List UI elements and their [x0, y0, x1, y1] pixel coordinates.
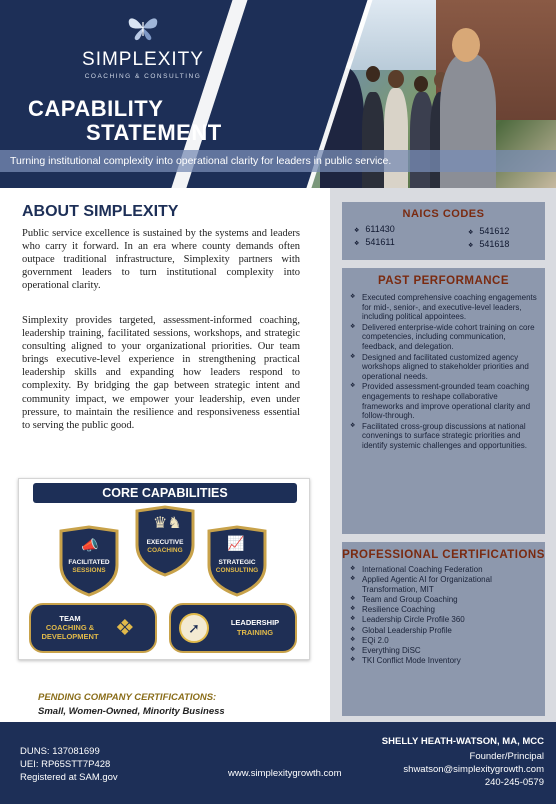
list-item: ❖ Executed comprehensive coaching engagements for mid-, senior-, and executive-level leaders, including political appointees. [350, 293, 537, 322]
brand-subtitle: COACHING & CONSULTING [84, 73, 202, 80]
capability-executive-coaching [133, 505, 197, 577]
about-paragraph-1: Public service excellence is sustained by the systems and leaders who carry it forward. In an era where county demands often outpace traditional infrastructure, Simplexity partners with government leaders to turn institutional complexity into operational clarity. [22, 228, 300, 292]
capability-label: CONSULTING [215, 567, 259, 574]
list-item: ❖ Resilience Coaching [350, 605, 537, 615]
naics-code: ❖ 541611 [354, 237, 395, 247]
puzzle-icon: ❖ [115, 615, 135, 640]
capability-label: STRATEGIC [218, 559, 256, 566]
capability-facilitated-sessions [57, 525, 121, 597]
certifications-panel [342, 542, 545, 716]
footer [0, 722, 556, 804]
contact-name: SHELLY HEATH-WATSON, MA, MCC [381, 736, 544, 747]
certifications-list [342, 562, 545, 666]
contact-email[interactable]: shwatson@simplexitygrowth.com [403, 764, 544, 775]
naics-heading: NAICS CODES [402, 208, 485, 220]
core-capabilities-heading: CORE CAPABILITIES [33, 483, 297, 503]
header-banner [0, 0, 556, 188]
uei-number: UEI: RP65STT7P428 [20, 759, 111, 770]
contact-title: Founder/Principal [469, 751, 544, 762]
megaphone-icon: 📣 [81, 537, 99, 553]
list-item: ❖ Team and Group Coaching [350, 595, 537, 605]
capability-label: DEVELOPMENT [41, 632, 99, 641]
list-item: ❖ Delivered enterprise-wide cohort training on core competencies, including communication, feedback, and delegation. [350, 323, 537, 352]
capability-label: LEADERSHIP [230, 618, 280, 627]
capability-label: COACHING [147, 547, 183, 554]
capability-leadership-training [169, 603, 297, 653]
website-link[interactable]: www.simplexitygrowth.com [228, 768, 342, 779]
pending-certifications-heading: PENDING COMPANY CERTIFICATIONS: [38, 692, 217, 703]
list-item: ❖ EQi 2.0 [350, 636, 537, 646]
page-title-line2: STATEMENT [86, 120, 222, 145]
list-item: ❖ Facilitated cross-group discussions at national convenings to surface strategic priorities and identify systemic challenges and opportunities. [350, 422, 537, 451]
list-item: ❖ International Coaching Federation [350, 565, 537, 575]
about-heading: ABOUT SIMPLEXITY [22, 203, 179, 220]
list-item: ❖ TKI Conflict Mode Inventory [350, 656, 537, 666]
growth-chart-icon: 📈 [227, 535, 245, 551]
naics-code: ❖ 541618 [468, 239, 509, 249]
right-sidebar [330, 188, 556, 722]
capability-label: TEAM [59, 614, 81, 623]
list-item: ❖ Everything DiSC [350, 646, 537, 656]
list-item: ❖ Designed and facilitated customized agency workshops aligned to stakeholder priorities and operational needs. [350, 353, 537, 382]
chess-pieces-icon: ♛♞ [153, 515, 182, 532]
brand-logo [58, 14, 228, 80]
tagline: Turning institutional complexity into operational clarity for leaders in public service. [0, 150, 556, 172]
capability-label: EXECUTIVE [146, 539, 184, 546]
brand-name: SIMPLEXITY [82, 49, 204, 70]
core-capabilities-panel [18, 478, 310, 660]
capability-team-coaching [29, 603, 157, 653]
duns-number: DUNS: 137081699 [20, 746, 100, 757]
past-performance-list [342, 287, 545, 451]
contact-phone[interactable]: 240-245-0579 [484, 777, 544, 788]
butterfly-icon [126, 14, 160, 42]
pending-certifications-value: Small, Women-Owned, Minority Business [38, 706, 225, 717]
capability-label: SESSIONS [72, 567, 106, 574]
past-performance-panel [342, 268, 545, 534]
capability-label: FACILITATED [68, 559, 110, 566]
naics-code: ❖ 541612 [468, 226, 509, 236]
past-performance-heading: PAST PERFORMANCE [377, 275, 510, 287]
about-paragraph-2: Simplexity provides targeted, assessment-informed coaching, leadership training, facilitated sessions, workshops, and strategic consulting aligned to your organizational priorities. Our team brings executive-level experience in strengthening practical leadership skills and expanding how leaders respond to complexity. By bridging the gap between strategic intent and community impact, we empower your leadership, even under pressure, to maintain the resilience and responsiveness essential to serving the public good. [22, 315, 300, 431]
certifications-heading: PROFESSIONAL CERTIFICATIONS [342, 549, 545, 561]
list-item: ❖ Provided assessment-grounded team coaching engagements to reshape collaborative frameworks and improve operational clarity and follow-through. [350, 382, 537, 420]
compass-icon: ➚ [179, 613, 209, 643]
capability-label: TRAINING [236, 628, 274, 637]
list-item: ❖ Global Leadership Profile [350, 626, 537, 636]
page-title-line1: CAPABILITY [28, 96, 164, 121]
sam-registration: Registered at SAM.gov [20, 772, 118, 783]
naics-code: ❖ 611430 [354, 224, 395, 234]
naics-panel [342, 202, 545, 260]
list-item: ❖ Applied Agentic AI for Organizational Transformation, MIT [350, 575, 537, 594]
capability-strategic-consulting [205, 525, 269, 597]
capability-label: COACHING & [45, 623, 95, 632]
list-item: ❖ Leadership Circle Profile 360 [350, 615, 537, 625]
